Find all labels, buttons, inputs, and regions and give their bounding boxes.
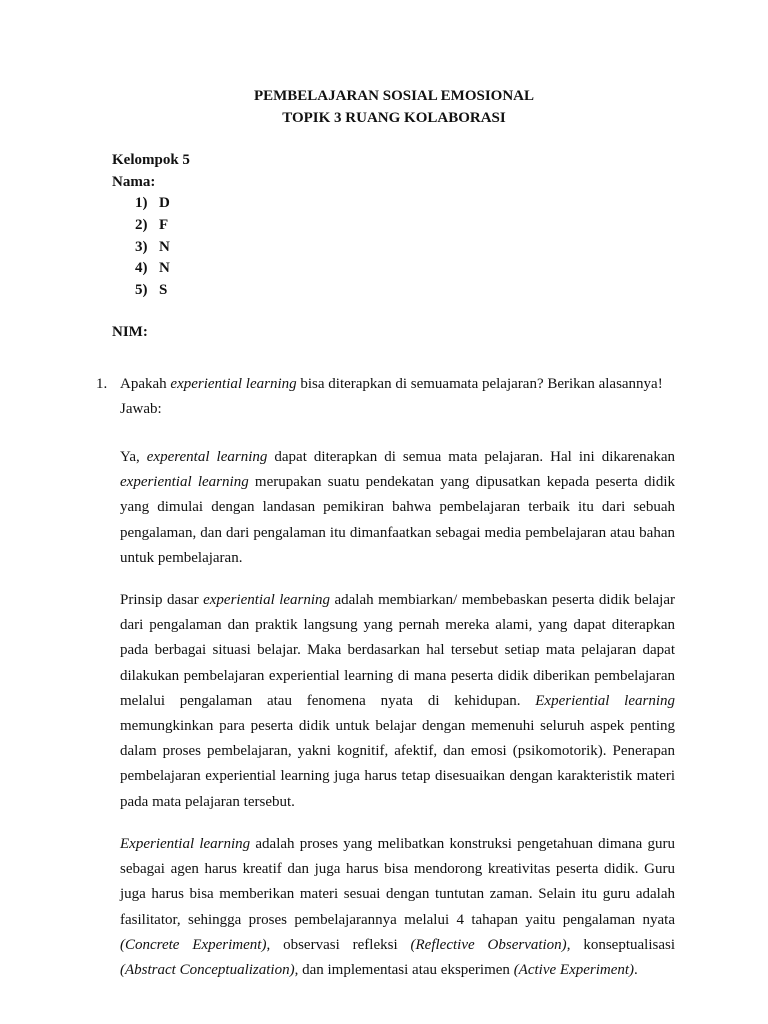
answer-paragraph-1	[120, 445, 675, 571]
group-label: Kelompok 5	[112, 152, 190, 168]
member-name: N	[159, 238, 170, 255]
question-text-part: Apakah	[120, 376, 171, 392]
question-text-part: bisa diterapkan di semuamata pelajaran? Berikan alasannya!	[296, 376, 663, 392]
paragraph-italic: (Abstract Conceptualization)	[120, 962, 295, 979]
document-title-line1: PEMBELAJARAN SOSIAL EMOSIONAL	[253, 88, 535, 104]
paragraph-text: , konseptualisasi	[566, 936, 675, 953]
member-number: 1)	[135, 195, 148, 211]
paragraph-text: memungkinkan para peserta didik untuk belajar dengan memenuhi seluruh aspek penting dalam proses pembelajaran, yakni kognitif, afektif, dan emosi (psikomotorik). Penerapan pembelajaran experiential learning juga harus tetap disesuaikan dengan karakteristik materi pada mata pelajaran tersebut.	[120, 718, 675, 810]
document-title-line2: TOPIK 3 RUANG KOLABORASI	[282, 110, 506, 126]
list-item	[135, 215, 170, 237]
nim-label: NIM:	[112, 324, 148, 340]
list-item	[135, 237, 170, 259]
answer-paragraph-2	[120, 588, 675, 815]
member-name: N	[159, 260, 170, 277]
list-item	[135, 193, 170, 215]
member-name: D	[159, 195, 170, 211]
member-number: 5)	[135, 282, 148, 299]
paragraph-text: , observasi refleksi	[266, 936, 411, 953]
paragraph-italic: Experiential learning	[535, 692, 675, 709]
member-name: S	[159, 282, 168, 299]
question-number: 1.	[96, 376, 108, 392]
paragraph-text: , dan implementasi atau eksperimen	[294, 962, 514, 979]
question-text	[120, 372, 676, 397]
paragraph-text: dapat diterapkan di semua mata pelajaran. Hal ini dikarenakan	[267, 449, 676, 465]
question-body	[120, 372, 676, 422]
member-number: 3)	[135, 238, 148, 255]
list-item	[135, 280, 170, 302]
member-list	[135, 193, 170, 302]
member-name: F	[159, 216, 169, 233]
paragraph-italic: experiential learning	[120, 474, 249, 491]
paragraph-text: adalah membiarkan/ membebaskan peserta didik belajar dari pengalaman dan praktik langsung yang pernah mereka alami, yang dapat diterapkan pada berbagai situasi belajar. Maka berdasarkan hal tersebut setiap mata pelajaran dapat dilakukan pembelajaran experiential learning di mana peserta didik diberikan pembelajaran melalui pengalaman atau fenomena nyata di kehidupan.	[120, 592, 675, 709]
paragraph-text: Ya,	[120, 449, 147, 465]
paragraph-italic: (Concrete Experiment)	[120, 936, 267, 953]
paragraph-italic: (Reflective Observation)	[410, 936, 567, 953]
member-number: 2)	[135, 216, 148, 233]
paragraph-text: adalah proses yang melibatkan konstruksi pengetahuan dimana guru sebagai agen harus kreatif dan juga harus bisa mendorong kreativitas peserta didik. Guru juga harus bisa memberikan materi sesuai dengan tuntutan zaman. Selain itu guru adalah fasilitator, sehingga proses pembelajarannya melalui 4 tahapan yaitu pengalaman nyata	[120, 836, 676, 928]
paragraph-italic: experental learning	[146, 449, 268, 465]
paragraph-text: Prinsip dasar	[120, 592, 204, 608]
paragraph-text: .	[634, 962, 638, 979]
list-item	[135, 258, 170, 280]
paragraph-text: merupakan suatu pendekatan yang dipusatkan kepada peserta didik yang dimulai dengan landasan pemikiran bahwa pembelajaran terbaik itu dari sebuah pengalaman, dan dari pengalaman itu dimanfaatkan sebagai media pembelajaran atau bahan untuk pembelajaran.	[120, 474, 676, 566]
question-text-italic: experiential learning	[170, 376, 297, 392]
answer-label: Jawab:	[120, 401, 162, 417]
paragraph-italic: Experiential learning	[120, 836, 251, 852]
name-label: Nama:	[112, 174, 156, 190]
answer-paragraph-3	[120, 832, 675, 983]
paragraph-italic: experiential learning	[203, 592, 331, 608]
member-number: 4)	[135, 260, 148, 277]
paragraph-italic: (Active Experiment)	[513, 962, 635, 979]
